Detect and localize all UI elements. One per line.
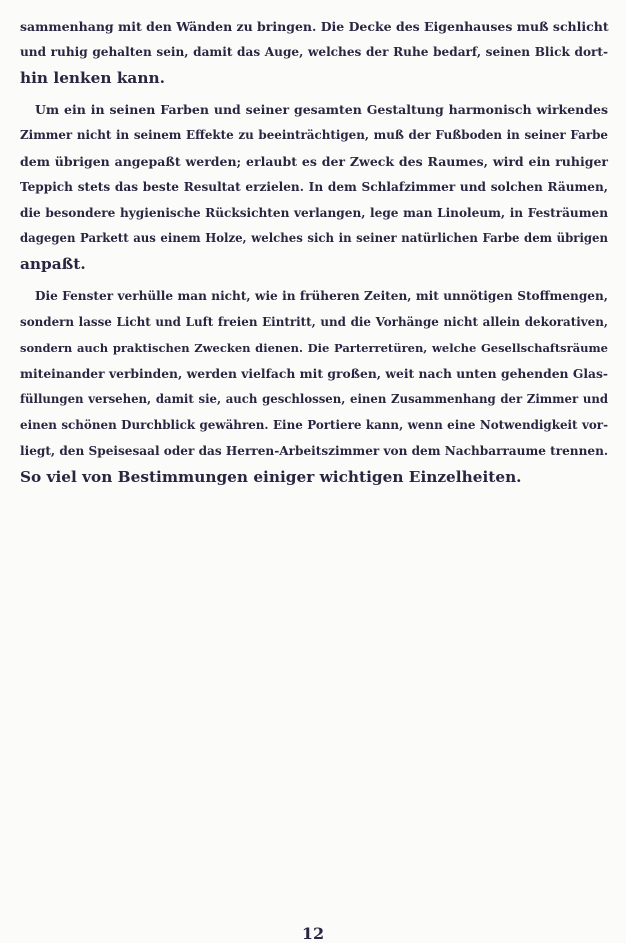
text-line: sondern auch praktischen Zwecken dienen. Die Parterretüren, welche Gesellschaftsräume bbox=[20, 340, 608, 355]
text-line: Die Fenster verhülle man nicht, wie in früheren Zeiten, mit unnötigen Stoffmengen, bbox=[35, 288, 608, 303]
page-number: 12 bbox=[301, 924, 325, 943]
paragraph-3 bbox=[20, 284, 608, 490]
text-line: dem übrigen angepaßt werden; erlaubt es der Zweck des Raumes, wird ein ruhiger bbox=[20, 153, 608, 169]
document-page bbox=[20, 14, 608, 490]
text-line: dagegen Parkett aus einem Holze, welches sich in seiner natürlichen Farbe dem übrigen bbox=[20, 231, 608, 246]
paragraph-1 bbox=[20, 14, 608, 91]
text-line: sondern lasse Licht und Luft freien Eintritt, und die Vorhänge nicht allein dekorativen, bbox=[20, 314, 608, 329]
text-line: Teppich stets das beste Resultat erzielen. In dem Schlafzimmer und solchen Räumen, bbox=[20, 179, 608, 194]
paragraph-2 bbox=[20, 97, 608, 278]
text-line: miteinander verbinden, werden vielfach mit großen, weit nach unten gehenden Glas- bbox=[20, 366, 608, 382]
text-line: einen schönen Durchblick gewähren. Eine Portiere kann, wenn eine Notwendigkeit vor- bbox=[20, 417, 608, 432]
text-line: liegt, den Speisesaal oder das Herren-Arbeitszimmer von dem Nachbarraume trennen. bbox=[20, 443, 609, 458]
text-line: die besondere hygienische Rücksichten verlangen, lege man Linoleum, in Festräumen bbox=[20, 205, 608, 220]
text-line: füllungen versehen, damit sie, auch geschlossen, einen Zusammenhang der Zimmer und bbox=[20, 392, 608, 407]
text-line: Um ein in seinen Farben und seiner gesamten Gestaltung harmonisch wirkendes bbox=[35, 102, 608, 118]
text-line: Zimmer nicht in seinem Effekte zu beeinträchtigen, muß der Fußboden in seiner Farbe bbox=[20, 128, 608, 143]
text-line: anpaßt. bbox=[20, 255, 86, 274]
text-line: und ruhig gehalten sein, damit das Auge, welches der Ruhe bedarf, seinen Blick dort- bbox=[20, 44, 608, 59]
text-line: So viel von Bestimmungen einiger wichtigen Einzelheiten. bbox=[20, 467, 522, 486]
text-line: hin lenken kann. bbox=[20, 68, 165, 87]
text-line: sammenhang mit den Wänden zu bringen. Die Decke des Eigenhauses muß schlicht bbox=[20, 19, 609, 34]
